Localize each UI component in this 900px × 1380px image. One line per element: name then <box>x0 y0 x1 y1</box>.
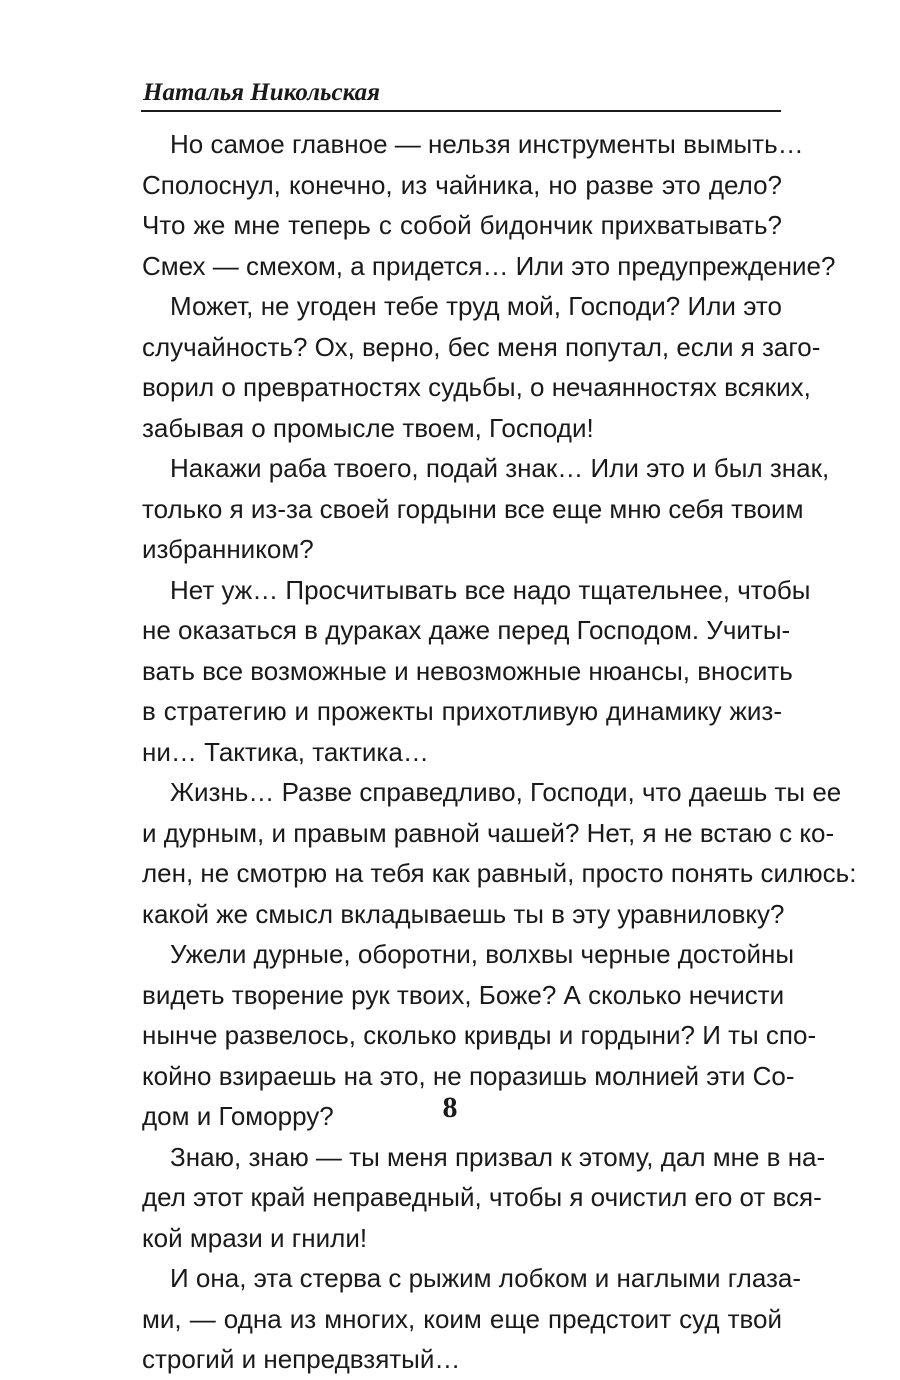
text-line: Жизнь… Разве справедливо, Господи, что даешь ты ее <box>170 777 842 807</box>
text-line: какой же смысл вкладываешь ты в эту уравниловку? <box>142 898 785 929</box>
text-line: кой мрази и гнили! <box>142 1222 368 1253</box>
text-line: ворил о превратностях судьбы, о нечаянностях всяких, <box>142 372 811 402</box>
text-line: Нет уж… Просчитывать все надо тщательнее, чтобы <box>170 574 811 605</box>
text-line: нынче развелось, сколько кривды и гордыни? И ты спо- <box>142 1020 817 1050</box>
text-line: лен, не смотрю на тебя как равный, просто понять силюсь: <box>142 858 857 888</box>
page-number: 8 <box>442 1091 458 1124</box>
text-line: Но самое главное — нельзя инструменты вымыть… <box>170 129 804 159</box>
text-line: ми, — одна из многих, коим еще предстоит суд твой <box>142 1303 782 1334</box>
text-line: случайность? Ох, верно, бес меня попутал, если я заго- <box>142 331 821 362</box>
text-line: Сполоснул, конечно, из чайника, но разве это дело? <box>142 169 782 200</box>
text-line: избранником? <box>142 534 314 564</box>
text-line: Накажи раба твоего, подай знак… Или это и был знак, <box>170 453 830 483</box>
text-line: Может, не угоден тебе труд мой, Господи? Или это <box>170 291 782 321</box>
text-line: Ужели дурные, оборотни, волхвы черные достойны <box>170 939 795 969</box>
text-line: видеть творение рук твоих, Боже? А сколько нечисти <box>142 979 785 1010</box>
text-line: только я из-за своей гордыни все еще мню себя твоим <box>142 493 804 524</box>
header-rule <box>141 110 781 112</box>
running-head-author: Наталья Никольская <box>143 79 380 106</box>
text-line: Что же мне теперь с собой бидончик прихватывать? <box>142 210 782 240</box>
text-line: строгий и непредвзятый… <box>142 1344 461 1374</box>
text-line: забывая о промысле твоем, Господи! <box>142 412 594 443</box>
text-line: койно взираешь на это, не поразишь молнией эти Со- <box>142 1060 795 1091</box>
text-line: Смех — смехом, а придется… Или это предупреждение? <box>142 250 836 281</box>
text-line: дом и Гоморру? <box>142 1101 334 1131</box>
text-line: вать все возможные и невозможные нюансы, вносить <box>142 655 793 686</box>
text-line: не оказаться в дураках даже перед Господом. Учиты- <box>142 615 791 645</box>
text-line: и дурным, и правым равной чашей? Нет, я не встаю с ко- <box>142 817 835 848</box>
text-line: И она, эта стерва с рыжим лобком и наглыми глаза- <box>170 1263 802 1293</box>
text-line: ни… Тактика, тактика… <box>142 736 429 767</box>
text-line: в стратегию и прожекты прихотливую динамику жиз- <box>142 696 782 726</box>
text-line: Знаю, знаю — ты меня призвал к этому, дал мне в на- <box>170 1141 826 1172</box>
body-text <box>142 124 857 1380</box>
text-line: дел этот край неправедный, чтобы я очистил его от вся- <box>142 1182 822 1212</box>
